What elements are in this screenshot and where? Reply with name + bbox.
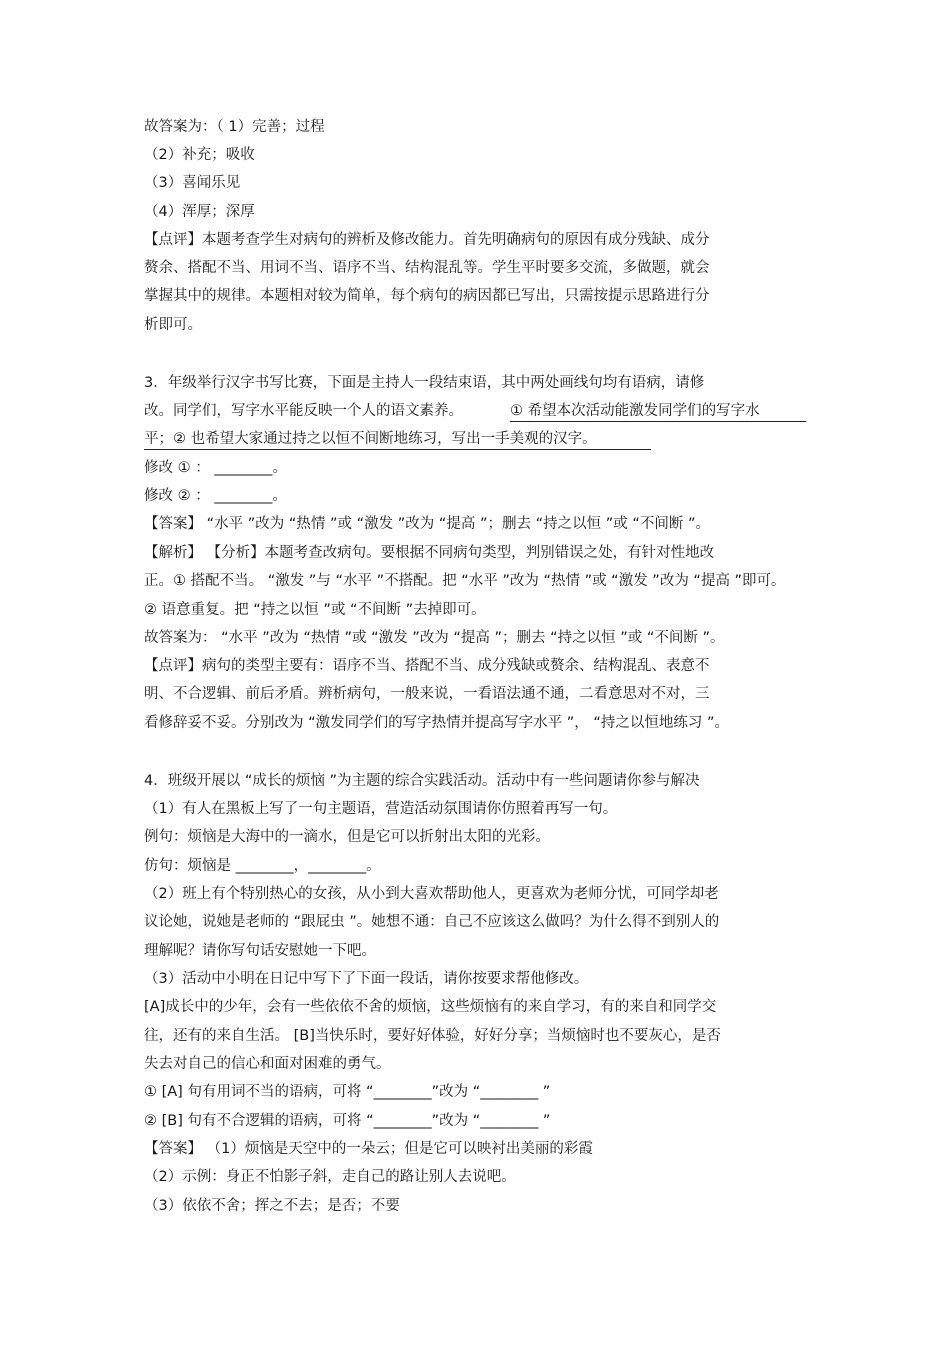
- ans2-l1: 故答案为：（ 1）完善；过程: [144, 119, 325, 135]
- q3-fix1: 修改 ① ： ________。: [144, 460, 287, 476]
- q3-analysis-l2: 正。① 搭配不当。 “激发 ”与 “水平 ”不搭配。把 “水平 ”改为 “热情 ”或 “激发 ”改为 “提高 ”即可。: [144, 573, 786, 589]
- q3-l2: 改。同学们，写字水平能反映一个人的语文素养。: [144, 403, 463, 419]
- ans2-l3: （3）喜闻乐见: [144, 175, 241, 191]
- q4-diary-l3: 失去对自己的信心和面对困难的勇气。: [144, 1056, 391, 1072]
- q3-underline-1: ① 希望本次活动能激发同学们的写字水: [510, 401, 806, 422]
- q3-analysis-l3: ② 语意重复。把 “持之以恒 ”或 “不间断 ”去掉即可。: [144, 602, 486, 618]
- q3-comment-l3: 看修辞妥不妥。分别改为 “激发同学们的写字热情并提高写字水平 ”， “持之以恒地练习 ”。: [144, 715, 729, 731]
- q4-p2-l3: 理解呢？请你写句话安慰她一下吧。: [144, 943, 376, 959]
- q3-fix2: 修改 ② ： ________。: [144, 488, 287, 504]
- q4-imitate: 仿句：烦恼是 ________，________。: [144, 858, 381, 874]
- q4-p2-l1: （2）班上有个特别热心的女孩，从小到大喜欢帮助他人，更喜欢为老师分忧，可同学却老: [144, 886, 719, 902]
- q4-diary-l2: 往，还有的来自生活。 [B]当快乐时，要好好体验，好好分享；当烦恼时也不要灰心，是否: [144, 1028, 721, 1044]
- comment2-l4: 析即可。: [144, 317, 202, 333]
- comment2-l3: 掌握其中的规律。本题相对较为简单，每个病句的病因都已写出，只需按提示思路进行分: [144, 288, 710, 304]
- q4-example: 例句：烦恼是大海中的一滴水，但是它可以折射出太阳的光彩。: [144, 829, 550, 845]
- q3-answer: 【答案】 “水平 ”改为 “热情 ”或 “激发 ”改为 “提高 ”；删去 “持之以恒 ”或 “不间断 ”。: [144, 516, 710, 532]
- q4-answer-3: （3）依依不舍；挥之不去；是否；不要: [144, 1198, 400, 1214]
- q3-analysis-l1: 【解析】 【分析】本题考查改病句。要根据不同病句类型，判别错误之处，有针对性地改: [144, 545, 715, 561]
- q3-underline-2: 平；② 也希望大家通过持之以恒不间断地练习，写出一手美观的汉字。: [144, 429, 651, 450]
- q4-answer-2: （2）示例：身正不怕影子斜，走自己的路让别人去说吧。: [144, 1169, 516, 1185]
- q3-l1: 3．年级举行汉字书写比赛，下面是主持人一段结束语，其中两处画线句均有语病，请修: [144, 375, 705, 391]
- q4-fix-a: ① [A] 句有用词不当的语病，可将 “________”改为 “________ ”: [144, 1084, 551, 1100]
- comment2-l2: 赘余、搭配不当、用词不当、语序不当、结构混乱等。学生平时要多交流，多做题，就会: [144, 260, 710, 276]
- q4-diary-l1: [A]成长中的少年，会有一些依依不舍的烦恼，这些烦恼有的来自学习，有的来自和同学交: [144, 999, 717, 1015]
- q4-l1: 4．班级开展以 “成长的烦恼 ”为主题的综合实践活动。活动中有一些问题请你参与解决: [144, 773, 700, 789]
- q3-comment-l1: 【点评】病句的类型主要有：语序不当、搭配不当、成分残缺或赘余、结构混乱、表意不: [144, 658, 710, 674]
- q4-p2-l2: 议论她，说她是老师的 “跟屁虫 ”。她想不通：自己不应该这么做吗？为什么得不到别人的: [144, 914, 720, 930]
- q3-final: 故答案为： “水平 ”改为 “热情 ”或 “激发 ”改为 “提高 ”；删去 “持之以恒 ”或 “不间断 ”。: [144, 630, 725, 646]
- q3-comment-l2: 明、不合逻辑、前后矛盾。辨析病句，一般来说，一看语法通不通，二看意思对不对，三: [144, 686, 710, 702]
- q4-p3: （3）活动中小明在日记中写下了下面一段话，请你按要求帮他修改。: [144, 971, 589, 987]
- q4-p1: （1）有人在黑板上写了一句主题语，营造活动氛围请你仿照着再写一句。: [144, 801, 618, 817]
- ans2-l4: （4）浑厚；深厚: [144, 204, 255, 220]
- q4-answer-1: 【答案】 （1）烦恼是天空中的一朵云；但是它可以映衬出美丽的彩霞: [144, 1141, 593, 1157]
- q4-fix-b: ② [B] 句有不合逻辑的语病，可将 “________”改为 “________ ”: [144, 1113, 551, 1129]
- ans2-l2: （2）补充；吸收: [144, 147, 255, 163]
- comment2-l1: 【点评】本题考查学生对病句的辨析及修改能力。首先明确病句的原因有成分残缺、成分: [144, 232, 710, 248]
